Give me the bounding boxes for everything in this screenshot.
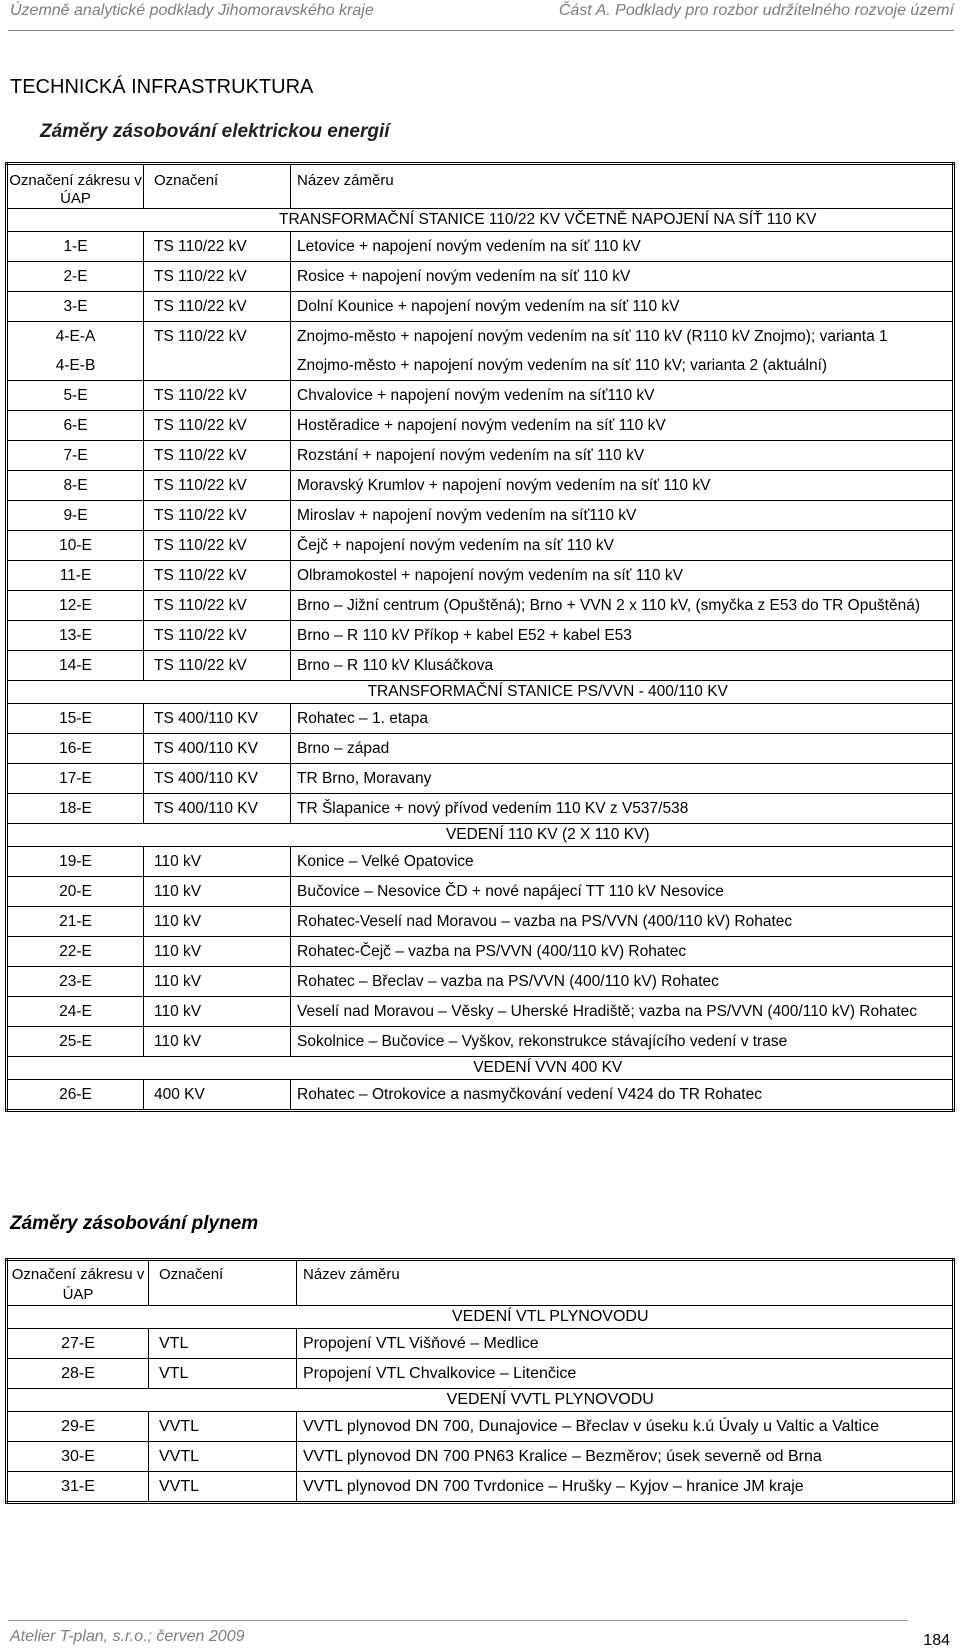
row-name: VVTL plynovod DN 700 PN63 Kralice – Bezměrov; úsek severně od Brna <box>297 1442 954 1472</box>
row-marker: 8-E <box>7 471 144 501</box>
electricity-subtitle: Záměry zásobování elektrickou energií <box>40 121 390 142</box>
row-designation: TS 110/22 kV <box>144 262 291 292</box>
section-spacer <box>7 681 144 704</box>
row-name: Olbramokostel + napojení novým vedením na síť 110 kV <box>291 561 954 591</box>
row-designation: TS 110/22 kV <box>144 561 291 591</box>
table-row <box>7 1359 954 1389</box>
row-designation: TS 400/110 KV <box>144 794 291 824</box>
row-marker: 14-E <box>7 651 144 681</box>
row-designation: 110 kV <box>144 997 291 1027</box>
table-row <box>7 471 954 501</box>
row-name: Rozstání + napojení novým vedením na síť 110 kV <box>291 441 954 471</box>
section-title: VEDENÍ VTL PLYNOVODU <box>149 1306 954 1329</box>
row-marker: 7-E <box>7 441 144 471</box>
row-name: Rohatec-Veselí nad Moravou – vazba na PS/VVN (400/110 kV) Rohatec <box>291 907 954 937</box>
row-designation: TS 110/22 kV <box>144 591 291 621</box>
row-marker: 24-E <box>7 997 144 1027</box>
row-marker: 18-E <box>7 794 144 824</box>
row-name: Propojení VTL Chvalkovice – Litenčice <box>297 1359 954 1389</box>
row-marker: 9-E <box>7 501 144 531</box>
row-name: Čejč + napojení novým vedením na síť 110 kV <box>291 531 954 561</box>
footer-text: Atelier T-plan, s.r.o.; červen 2009 <box>10 1628 245 1645</box>
row-marker: 10-E <box>7 531 144 561</box>
row-name: Rohatec-Čejč – vazba na PS/VVN (400/110 kV) Rohatec <box>291 937 954 967</box>
row-marker: 29-E <box>7 1412 149 1442</box>
row-name: Rohatec – Břeclav – vazba na PS/VVN (400/110 kV) Rohatec <box>291 967 954 997</box>
table-row <box>7 531 954 561</box>
header-left: Územně analytické podklady Jihomoravského kraje <box>10 2 374 19</box>
header-name-col: Název záměru <box>297 1260 954 1306</box>
row-name: Brno – západ <box>291 734 954 764</box>
row-designation: TS 110/22 kV <box>144 471 291 501</box>
row-designation: TS 400/110 KV <box>144 734 291 764</box>
table-row <box>7 704 954 734</box>
row-marker: 13-E <box>7 621 144 651</box>
row-marker: 4-E-B <box>7 351 144 381</box>
table-row <box>7 1329 954 1359</box>
section-row <box>7 1057 954 1080</box>
row-name: Dolní Kounice + napojení novým vedením na síť 110 kV <box>291 292 954 322</box>
row-marker: 2-E <box>7 262 144 292</box>
table-row <box>7 1080 954 1111</box>
row-marker: 15-E <box>7 704 144 734</box>
row-name: Rohatec – Otrokovice a nasmyčkování vedení V424 do TR Rohatec <box>291 1080 954 1111</box>
row-marker: 22-E <box>7 937 144 967</box>
row-designation: TS 110/22 kV <box>144 292 291 322</box>
row-name: VVTL plynovod DN 700 Tvrdonice – Hrušky – Kyjov – hranice JM kraje <box>297 1472 954 1503</box>
table-row <box>7 877 954 907</box>
table-row <box>7 764 954 794</box>
header-divider <box>8 30 954 31</box>
row-marker: 1-E <box>7 232 144 262</box>
row-designation: 110 kV <box>144 937 291 967</box>
row-designation: VVTL <box>149 1412 297 1442</box>
row-designation: 110 kV <box>144 1027 291 1057</box>
table-row <box>7 411 954 441</box>
table-row <box>7 1472 954 1503</box>
table-row <box>7 794 954 824</box>
row-marker: 31-E <box>7 1472 149 1503</box>
row-designation: TS 110/22 kV <box>144 531 291 561</box>
row-designation: TS 400/110 KV <box>144 764 291 794</box>
row-designation: 110 kV <box>144 847 291 877</box>
row-designation: TS 110/22 kV <box>144 411 291 441</box>
row-marker: 21-E <box>7 907 144 937</box>
row-name: Bučovice – Nesovice ČD + nové napájecí TT 110 kV Nesovice <box>291 877 954 907</box>
row-designation: 110 kV <box>144 877 291 907</box>
section-title: TRANSFORMAČNÍ STANICE PS/VVN - 400/110 KV <box>144 681 954 704</box>
header-marker-col: Označení zákresu v ÚAP <box>7 1260 149 1306</box>
page-number: 184 <box>923 1632 950 1649</box>
row-marker: 30-E <box>7 1442 149 1472</box>
section-row <box>7 209 954 232</box>
table-row <box>7 1027 954 1057</box>
table-row <box>7 232 954 262</box>
table-row <box>7 937 954 967</box>
row-name: Brno – R 110 kV Příkop + kabel E52 + kabel E53 <box>291 621 954 651</box>
header-designation-col: Označení <box>144 164 291 209</box>
row-designation: TS 110/22 kV <box>144 232 291 262</box>
row-name: Brno – Jižní centrum (Opuštěná); Brno + VVN 2 x 110 kV, (smyčka z E53 do TR Opuštěná) <box>291 591 954 621</box>
gas-table <box>5 1258 955 1504</box>
row-name: Hostěradice + napojení novým vedením na síť 110 kV <box>291 411 954 441</box>
section-title: VEDENÍ 110 KV (2 X 110 KV) <box>144 824 954 847</box>
row-marker: 11-E <box>7 561 144 591</box>
row-name: Propojení VTL Višňové – Medlice <box>297 1329 954 1359</box>
row-name: Konice – Velké Opatovice <box>291 847 954 877</box>
table-row <box>7 322 954 352</box>
row-marker: 12-E <box>7 591 144 621</box>
row-name: VVTL plynovod DN 700, Dunajovice – Břeclav v úseku k.ú Úvaly u Valtic a Valtice <box>297 1412 954 1442</box>
section-spacer <box>7 824 144 847</box>
row-name: TR Šlapanice + nový přívod vedením 110 KV z V537/538 <box>291 794 954 824</box>
table-row <box>7 262 954 292</box>
row-designation: TS 110/22 kV <box>144 651 291 681</box>
header-designation-col: Označení <box>149 1260 297 1306</box>
row-name: Sokolnice – Bučovice – Vyškov, rekonstrukce stávajícího vedení v trase <box>291 1027 954 1057</box>
section-row <box>7 1306 954 1329</box>
table-row <box>7 501 954 531</box>
table-header-row <box>7 164 954 209</box>
row-name: Rosice + napojení novým vedením na síť 110 kV <box>291 262 954 292</box>
row-designation: 110 kV <box>144 967 291 997</box>
row-marker: 27-E <box>7 1329 149 1359</box>
header-name-col: Název záměru <box>291 164 954 209</box>
table-row <box>7 292 954 322</box>
row-designation: VVTL <box>149 1442 297 1472</box>
section-title: VEDENÍ VVN 400 KV <box>144 1057 954 1080</box>
row-designation: VVTL <box>149 1472 297 1503</box>
row-designation: TS 110/22 kV <box>144 441 291 471</box>
section-spacer <box>7 1057 144 1080</box>
row-marker: 5-E <box>7 381 144 411</box>
row-name: Znojmo-město + napojení novým vedením na síť 110 kV (R110 kV Znojmo); varianta 1 <box>291 322 954 352</box>
row-name: Rohatec – 1. etapa <box>291 704 954 734</box>
table-row <box>7 591 954 621</box>
row-marker: 20-E <box>7 877 144 907</box>
table-row <box>7 1442 954 1472</box>
row-marker: 17-E <box>7 764 144 794</box>
electricity-table <box>5 162 955 1112</box>
row-designation: TS 110/22 kV <box>144 501 291 531</box>
row-name: Letovice + napojení novým vedením na síť 110 kV <box>291 232 954 262</box>
page-title: TECHNICKÁ INFRASTRUKTURA <box>10 76 314 98</box>
table-row <box>7 441 954 471</box>
row-name: Moravský Krumlov + napojení novým vedením na síť 110 kV <box>291 471 954 501</box>
table-row <box>7 1412 954 1442</box>
row-name: Znojmo-město + napojení novým vedením na síť 110 kV; varianta 2 (aktuální) <box>291 351 954 381</box>
row-designation: 400 KV <box>144 1080 291 1111</box>
row-marker: 4-E-A <box>7 322 144 352</box>
table-row <box>7 967 954 997</box>
table-header-row <box>7 1260 954 1306</box>
table-row <box>7 907 954 937</box>
row-designation: TS 110/22 kV <box>144 621 291 651</box>
table-row <box>7 351 954 381</box>
row-marker: 19-E <box>7 847 144 877</box>
header-right: Část A. Podklady pro rozbor udržitelného rozvoje území <box>558 2 954 19</box>
row-designation: VTL <box>149 1359 297 1389</box>
row-designation: TS 110/22 kV <box>144 381 291 411</box>
section-row <box>7 1389 954 1412</box>
section-title: VEDENÍ VVTL PLYNOVODU <box>149 1389 954 1412</box>
footer-divider <box>8 1620 908 1621</box>
gas-subtitle: Záměry zásobování plynem <box>10 1213 259 1234</box>
section-row <box>7 681 954 704</box>
row-name: TR Brno, Moravany <box>291 764 954 794</box>
row-designation: VTL <box>149 1329 297 1359</box>
page-header <box>10 2 954 32</box>
row-marker: 16-E <box>7 734 144 764</box>
section-spacer <box>7 1389 149 1412</box>
section-spacer <box>7 1306 149 1329</box>
row-marker: 26-E <box>7 1080 144 1111</box>
row-name: Brno – R 110 kV Klusáčkova <box>291 651 954 681</box>
row-designation: TS 110/22 kV <box>144 322 291 352</box>
row-marker: 3-E <box>7 292 144 322</box>
table-row <box>7 381 954 411</box>
table-row <box>7 734 954 764</box>
row-designation: 110 kV <box>144 907 291 937</box>
table-row <box>7 997 954 1027</box>
table-row <box>7 651 954 681</box>
row-marker: 23-E <box>7 967 144 997</box>
row-marker: 25-E <box>7 1027 144 1057</box>
section-title: TRANSFORMAČNÍ STANICE 110/22 KV VČETNĚ NAPOJENÍ NA SÍŤ 110 KV <box>144 209 954 232</box>
row-marker: 6-E <box>7 411 144 441</box>
row-name: Chvalovice + napojení novým vedením na síť110 kV <box>291 381 954 411</box>
row-designation: TS 400/110 KV <box>144 704 291 734</box>
row-marker: 28-E <box>7 1359 149 1389</box>
section-spacer <box>7 209 144 232</box>
row-name: Veselí nad Moravou – Věsky – Uherské Hradiště; vazba na PS/VVN (400/110 kV) Rohatec <box>291 997 954 1027</box>
table-row <box>7 561 954 591</box>
header-marker-col: Označení zákresu v ÚAP <box>7 164 144 209</box>
table-row <box>7 621 954 651</box>
row-name: Miroslav + napojení novým vedením na síť110 kV <box>291 501 954 531</box>
row-designation <box>144 351 291 381</box>
table-row <box>7 847 954 877</box>
section-row <box>7 824 954 847</box>
